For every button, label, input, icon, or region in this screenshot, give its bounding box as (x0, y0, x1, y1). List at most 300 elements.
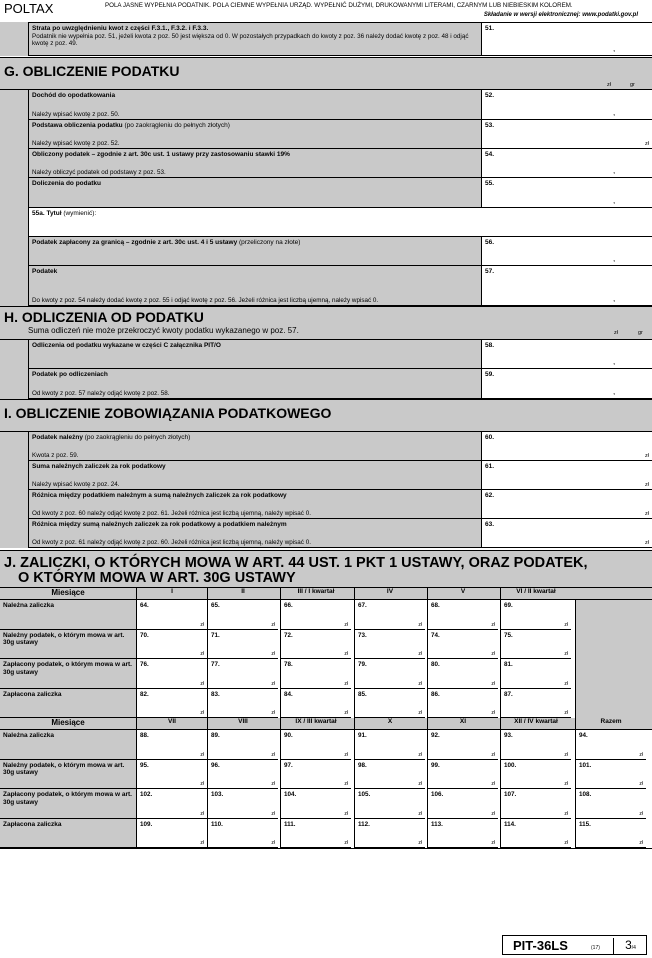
amount-input[interactable] (481, 369, 652, 399)
field-number: 84. (284, 690, 293, 698)
field-number: 109. (140, 820, 153, 828)
field-number: 61. (485, 463, 495, 470)
currency-unit: zł (344, 840, 348, 846)
field-label-box (28, 149, 481, 178)
field-number: 65. (211, 602, 220, 609)
column-gr-label: gr (638, 330, 643, 336)
decimal-separator: , (613, 254, 616, 263)
field-number: 85. (358, 690, 367, 698)
field-label-box (28, 266, 481, 306)
amount-input[interactable] (481, 237, 652, 266)
amount-cell[interactable] (207, 730, 278, 760)
currency-unit: zł (271, 680, 275, 687)
form-footer (502, 935, 647, 955)
amount-cell[interactable] (427, 789, 498, 819)
amount-input[interactable] (481, 340, 652, 369)
field-number: 94. (579, 732, 588, 739)
field-number: 103. (211, 791, 224, 798)
field-number: 100. (504, 761, 517, 769)
currency-unit: zł (344, 710, 348, 716)
amount-cell[interactable] (354, 730, 425, 760)
field-number: 79. (358, 661, 367, 668)
left-margin-strip (0, 432, 28, 461)
currency-unit: zł (491, 810, 495, 817)
column-header-month: VII (136, 718, 207, 730)
field-title (32, 342, 478, 350)
left-margin-strip (0, 490, 28, 519)
field-number: 113. (431, 820, 443, 828)
amount-cell[interactable] (354, 630, 425, 660)
amount-cell[interactable] (500, 630, 571, 660)
field-number: 54. (485, 151, 495, 158)
field-title-bold: Dochód do opodatkowania (32, 92, 116, 99)
amount-cell[interactable] (500, 760, 571, 790)
amount-cell[interactable] (427, 730, 498, 760)
currency-unit: zł (418, 781, 422, 787)
field-number: 108. (579, 791, 592, 798)
table-row-label: Zapłacona zaliczka (0, 689, 136, 719)
amount-cell[interactable] (207, 600, 278, 630)
field-number: 62. (485, 492, 495, 499)
field-label-box (28, 120, 481, 149)
currency-unit: zł (639, 751, 643, 758)
field-note: Od kwoty z poz. 61 należy odjąć kwotę z poz. 60. Jeżeli różnica jest liczbą ujemną, należy wpisać 0. (32, 538, 311, 546)
field-number: 87. (504, 690, 513, 698)
field-number: 52. (485, 92, 495, 99)
decimal-separator: , (613, 196, 616, 205)
field-title (32, 434, 478, 442)
brand-logo: POLTAX (4, 1, 54, 16)
field-label-box (28, 461, 481, 490)
amount-cell[interactable] (280, 659, 351, 689)
decimal-separator: , (613, 166, 616, 175)
currency-unit: zł (344, 810, 348, 817)
amount-cell[interactable] (500, 600, 571, 630)
amount-cell[interactable] (427, 659, 498, 689)
column-header-month: Razem (575, 718, 646, 730)
currency-unit: zł (639, 781, 643, 787)
currency-unit: zł (564, 710, 568, 716)
field-title-bold: Odliczenia od podatku wykazane w części C załącznika PIT/O (32, 342, 221, 349)
field-number: 86. (431, 690, 440, 698)
field-label-box (28, 490, 481, 519)
field-number: 73. (358, 631, 367, 639)
field-title-bold: Podatek należny (32, 434, 83, 441)
amount-cell[interactable] (280, 600, 351, 630)
field-note: Należy wpisać kwotę z poz. 52. (32, 139, 120, 147)
field-number: 77. (211, 661, 220, 668)
field-title-bold: Podatek po odliczeniach (32, 371, 108, 378)
amount-cell[interactable] (427, 689, 498, 719)
currency-unit: zł (645, 141, 649, 147)
unused-cell (575, 659, 652, 689)
currency-unit: zł (200, 810, 204, 817)
currency-unit: zł (564, 621, 568, 628)
field-number: 80. (431, 661, 440, 668)
table-corner-months: Miesiące (0, 588, 136, 600)
column-header-month: II (207, 588, 278, 600)
currency-unit: zł (271, 751, 275, 758)
amount-cell[interactable] (136, 760, 207, 790)
currency-unit: zł (418, 810, 422, 817)
field-title (32, 25, 478, 33)
decimal-separator: , (613, 294, 616, 303)
column-gr-label: gr (630, 82, 635, 88)
field-number: 99. (431, 761, 440, 769)
field-title-bold: Obliczony podatek – zgodnie z art. 30c ust. 1 ustawy przy zastosowaniu stawki 19% (32, 151, 290, 158)
amount-cell[interactable] (136, 630, 207, 660)
field-number: 76. (140, 661, 149, 668)
amount-cell[interactable] (354, 659, 425, 689)
left-margin-strip (0, 369, 28, 399)
field-title-bold: Podstawa obliczenia podatku (32, 122, 123, 129)
currency-unit: zł (418, 710, 422, 716)
field-note: Należy obliczyć podatek od podstawy z poz. 53. (32, 168, 166, 176)
amount-input[interactable] (481, 266, 652, 306)
amount-cell[interactable] (575, 819, 646, 849)
field-note: Należy wpisać kwotę z poz. 24. (32, 480, 120, 488)
page-number (613, 938, 647, 954)
field-title-bold: Podatek (32, 268, 58, 275)
field-note: Należy wpisać kwotę z poz. 50. (32, 110, 120, 118)
amount-cell[interactable] (427, 630, 498, 660)
section-g-title: G. OBLICZENIE PODATKU (4, 63, 180, 79)
currency-unit: zł (271, 710, 275, 716)
section-i-title: I. OBLICZENIE ZOBOWIĄZANIA PODATKOWEGO (4, 405, 332, 421)
field-number: 95. (140, 761, 149, 769)
field-number: 60. (485, 434, 495, 441)
amount-cell[interactable] (280, 730, 351, 760)
field-number: 91. (358, 732, 367, 739)
field-title (32, 268, 478, 276)
field-title-extra: (wymienić): (61, 210, 97, 217)
field-number: 89. (211, 732, 220, 739)
currency-unit: zł (491, 651, 495, 657)
currency-unit: zł (344, 651, 348, 657)
field-title (32, 180, 478, 188)
field-55a-box[interactable] (28, 208, 652, 237)
field-title (32, 151, 478, 159)
field-number: 115. (579, 820, 591, 828)
amount-cell[interactable] (427, 819, 498, 849)
column-header-month: IV (354, 588, 425, 600)
amount-cell[interactable] (427, 600, 498, 630)
currency-unit: zł (564, 781, 568, 787)
amount-cell[interactable] (280, 819, 351, 849)
currency-unit: zł (271, 781, 275, 787)
column-header-month: III / I kwartał (280, 588, 351, 600)
amount-cell[interactable] (500, 819, 571, 849)
amount-input[interactable] (481, 90, 652, 120)
field-number: 114. (504, 820, 516, 828)
currency-unit: zł (344, 751, 348, 758)
field-title-bold: Różnica między sumą należnych zaliczek za rok podatkowy a podatkiem należnym (32, 521, 287, 528)
form-version: (17) (591, 945, 600, 951)
field-number: 105. (358, 791, 371, 798)
amount-cell[interactable] (280, 789, 351, 819)
field-number: 78. (284, 661, 293, 668)
column-header-month: I (136, 588, 207, 600)
unused-cell (575, 630, 652, 660)
table-row-label: Należna zaliczka (0, 600, 136, 630)
field-title-bold: Doliczenia do podatku (32, 180, 101, 187)
column-zl-label: zł (614, 330, 618, 336)
left-margin-strip (0, 22, 28, 56)
field-title-bold: Suma należnych zaliczek za rok podatkowy (32, 463, 166, 470)
field-title-extra: (przeliczony na złote) (237, 239, 301, 246)
field-number: 96. (211, 761, 220, 769)
column-header-month: XI (427, 718, 498, 730)
currency-unit: zł (491, 781, 495, 787)
field-note: Podatnik nie wypełnia poz. 51, jeżeli kwota z poz. 50 jest większa od 0. W pozostałych przypadkach do kwoty z poz. 36 należy dodać kwotę z poz. 48 i odjąć kwotę z poz. 49. (32, 32, 469, 48)
left-margin-strip (0, 340, 28, 369)
amount-cell[interactable] (500, 659, 571, 689)
field-number: 75. (504, 631, 513, 639)
currency-unit: zł (639, 810, 643, 817)
field-number: 106. (431, 791, 444, 798)
currency-unit: zł (418, 651, 422, 657)
currency-unit: zł (271, 810, 275, 817)
amount-cell[interactable] (207, 760, 278, 790)
currency-unit: zł (491, 621, 495, 628)
amount-cell[interactable] (354, 760, 425, 790)
column-header-month: IX / III kwartał (280, 718, 351, 730)
currency-unit: zł (645, 540, 649, 546)
field-label-box (28, 90, 481, 120)
field-note: Od kwoty z poz. 57 należy odjąć kwotę z poz. 58. (32, 389, 170, 397)
amount-input[interactable] (481, 432, 652, 461)
currency-unit: zł (564, 680, 568, 687)
amount-cell[interactable] (207, 789, 278, 819)
field-number: 97. (284, 761, 293, 769)
amount-cell[interactable] (354, 819, 425, 849)
field-number: 71. (211, 631, 220, 639)
field-label-box (28, 519, 481, 548)
column-header-month: VI / II kwartał (500, 588, 571, 600)
amount-cell[interactable] (500, 730, 571, 760)
field-title-bold: Podatek zapłacony za granicą – zgodnie z art. 30c ust. 4 i 5 ustawy (32, 239, 238, 246)
amount-cell[interactable] (207, 659, 278, 689)
section-j-title-line2: O KTÓRYM MOWA W ART. 30G USTAWY (18, 570, 296, 586)
field-number: 51. (485, 25, 495, 32)
amount-input[interactable] (481, 149, 652, 178)
amount-cell[interactable] (575, 760, 646, 790)
fill-instructions: POLA JASNE WYPEŁNIA PODATNIK. POLA CIEMNE WYPEŁNIA URZĄD. WYPEŁNIĆ DUŻYMI, DRUKOWANYMI LITERAMI, CZARNYM LUB NIEBIESKIM KOLOREM. (105, 2, 573, 9)
table-row-label: Należny podatek, o którym mowa w art. 30g ustawy (0, 630, 136, 660)
table-corner-months: Miesiące (0, 718, 136, 730)
column-header-month: VIII (207, 718, 278, 730)
amount-cell[interactable] (354, 600, 425, 630)
left-margin-strip (0, 237, 28, 266)
column-header-month: X (354, 718, 425, 730)
field-number: 64. (140, 602, 149, 609)
field-number: 57. (485, 268, 495, 275)
left-margin-strip (0, 149, 28, 178)
field-number: 92. (431, 732, 440, 739)
currency-unit: zł (491, 751, 495, 758)
currency-unit: zł (491, 840, 495, 846)
column-header-month: V (427, 588, 498, 600)
field-number: 104. (284, 791, 297, 798)
amount-input[interactable] (481, 120, 652, 149)
field-number: 112. (358, 820, 370, 828)
page-current: 3 (625, 938, 632, 952)
field-number: 88. (140, 732, 149, 739)
table-row-label: Zapłacony podatek, o którym mowa w art. 30g ustawy (0, 659, 136, 689)
currency-unit: zł (564, 810, 568, 817)
field-title (32, 92, 478, 100)
currency-unit: zł (344, 781, 348, 787)
amount-cell[interactable] (136, 819, 207, 849)
field-number: 74. (431, 631, 440, 639)
amount-cell[interactable] (427, 760, 498, 790)
currency-unit: zł (564, 751, 568, 758)
field-title (32, 521, 478, 529)
field-number: 56. (485, 239, 495, 246)
amount-cell[interactable] (136, 789, 207, 819)
decimal-separator: , (613, 387, 616, 396)
field-label-box (28, 22, 481, 56)
field-number: 59. (485, 371, 495, 378)
currency-unit: zł (564, 840, 568, 846)
amount-cell[interactable] (207, 689, 278, 719)
currency-unit: zł (645, 453, 649, 459)
field-label-box (28, 369, 481, 399)
field-label-box (28, 340, 481, 369)
field-label-box (28, 237, 481, 266)
field-number: 93. (504, 732, 513, 739)
currency-unit: zł (200, 680, 204, 687)
field-number: 83. (211, 690, 220, 698)
field-title-bold: Różnica między podatkiem należnym a sumą należnych zaliczek za rok podatkowy (32, 492, 287, 499)
table-row-label: Zapłacony podatek, o którym mowa w art. 30g ustawy (0, 789, 136, 819)
amount-cell[interactable] (354, 789, 425, 819)
section-h-subtitle: Suma odliczeń nie może przekroczyć kwoty podatku wykazanego w poz. 57. (28, 326, 299, 335)
field-title-extra: (po zaokrągleniu do pełnych złotych) (122, 122, 230, 129)
field-title-bold: Strata po uwzględnieniu kwot z części F.3.1., F.3.2. i F.3.3. (32, 25, 209, 32)
left-margin-strip (0, 266, 28, 306)
field-title (32, 492, 478, 500)
currency-unit: zł (271, 621, 275, 628)
currency-unit: zł (271, 840, 275, 846)
field-number: 82. (140, 690, 149, 698)
field-title (32, 371, 478, 379)
table-bottom-border (0, 848, 652, 849)
amount-cell[interactable] (136, 730, 207, 760)
field-number: 63. (485, 521, 495, 528)
field-number: 90. (284, 732, 293, 739)
field-number: 81. (504, 661, 513, 668)
field-number: 55. (485, 180, 495, 187)
currency-unit: zł (200, 751, 204, 758)
table-row-label: Należna zaliczka (0, 730, 136, 760)
field-label-box (28, 432, 481, 461)
page-total: /4 (631, 945, 636, 951)
amount-cell[interactable] (575, 730, 646, 760)
section-h-title: H. ODLICZENIA OD PODATKU (4, 309, 204, 325)
field-title-extra: (po zaokrągleniu do pełnych złotych) (82, 434, 191, 441)
amount-cell[interactable] (136, 600, 207, 630)
left-margin-strip (0, 90, 28, 120)
table-row-label: Należny podatek, o którym mowa w art. 30g ustawy (0, 760, 136, 790)
decimal-separator: , (613, 108, 616, 117)
left-margin-strip (0, 178, 28, 208)
field-number: 68. (431, 602, 440, 609)
amount-cell[interactable] (575, 789, 646, 819)
currency-unit: zł (418, 621, 422, 628)
currency-unit: zł (645, 482, 649, 488)
amount-input[interactable] (481, 490, 652, 519)
field-number: 58. (485, 342, 495, 349)
currency-unit: zł (564, 651, 568, 657)
field-title-bold: 55a. Tytuł (32, 210, 62, 217)
field-number: 66. (284, 602, 293, 609)
amount-cell[interactable] (354, 689, 425, 719)
amount-input[interactable] (481, 22, 652, 56)
column-zl-label: zł (607, 82, 611, 88)
currency-unit: zł (645, 511, 649, 517)
electronic-submission-note: Składanie w wersji elektronicznej: www.podatki.gov.pl (483, 12, 638, 18)
field-title (32, 239, 478, 247)
amount-cell[interactable] (280, 689, 351, 719)
currency-unit: zł (491, 710, 495, 716)
field-number: 69. (504, 602, 513, 609)
field-number: 111. (284, 820, 296, 828)
amount-cell[interactable] (500, 789, 571, 819)
field-number: 72. (284, 631, 293, 639)
currency-unit: zł (491, 680, 495, 687)
left-margin-strip (0, 208, 28, 237)
field-number: 67. (358, 602, 367, 609)
currency-unit: zł (200, 781, 204, 787)
field-number: 102. (140, 791, 153, 798)
field-number: 107. (504, 791, 517, 798)
field-title (32, 463, 478, 471)
unused-cell (575, 600, 652, 630)
field-note: Kwota z poz. 59. (32, 451, 79, 459)
unused-cell (575, 689, 652, 719)
amount-cell[interactable] (136, 689, 207, 719)
column-header-month: XII / IV kwartał (500, 718, 571, 730)
currency-unit: zł (639, 840, 643, 846)
field-number: 110. (211, 820, 223, 828)
currency-unit: zł (344, 680, 348, 687)
left-margin-strip (0, 461, 28, 490)
amount-input[interactable] (481, 178, 652, 208)
field-title (32, 122, 478, 130)
currency-unit: zł (344, 621, 348, 628)
field-number: 53. (485, 122, 495, 129)
amount-cell[interactable] (207, 630, 278, 660)
left-margin-strip (0, 519, 28, 548)
currency-unit: zł (200, 840, 204, 846)
decimal-separator: , (613, 44, 616, 53)
field-number: 98. (358, 761, 367, 769)
amount-cell[interactable] (207, 819, 278, 849)
table-row-label: Zapłacona zaliczka (0, 819, 136, 849)
amount-input[interactable] (481, 461, 652, 490)
amount-cell[interactable] (136, 659, 207, 689)
currency-unit: zł (271, 651, 275, 657)
amount-cell[interactable] (280, 760, 351, 790)
amount-cell[interactable] (280, 630, 351, 660)
field-note: Od kwoty z poz. 60 należy odjąć kwotę z poz. 61. Jeżeli różnica jest liczbą ujemną, należy wpisać 0. (32, 509, 311, 517)
amount-cell[interactable] (500, 689, 571, 719)
field-number: 70. (140, 631, 149, 639)
currency-unit: zł (200, 621, 204, 628)
amount-input[interactable] (481, 519, 652, 548)
field-note: Do kwoty z poz. 54 należy dodać kwotę z poz. 55 i odjąć kwotę z poz. 56. Jeżeli różnica jest liczbą ujemną, należy wpisać 0. (32, 296, 379, 304)
